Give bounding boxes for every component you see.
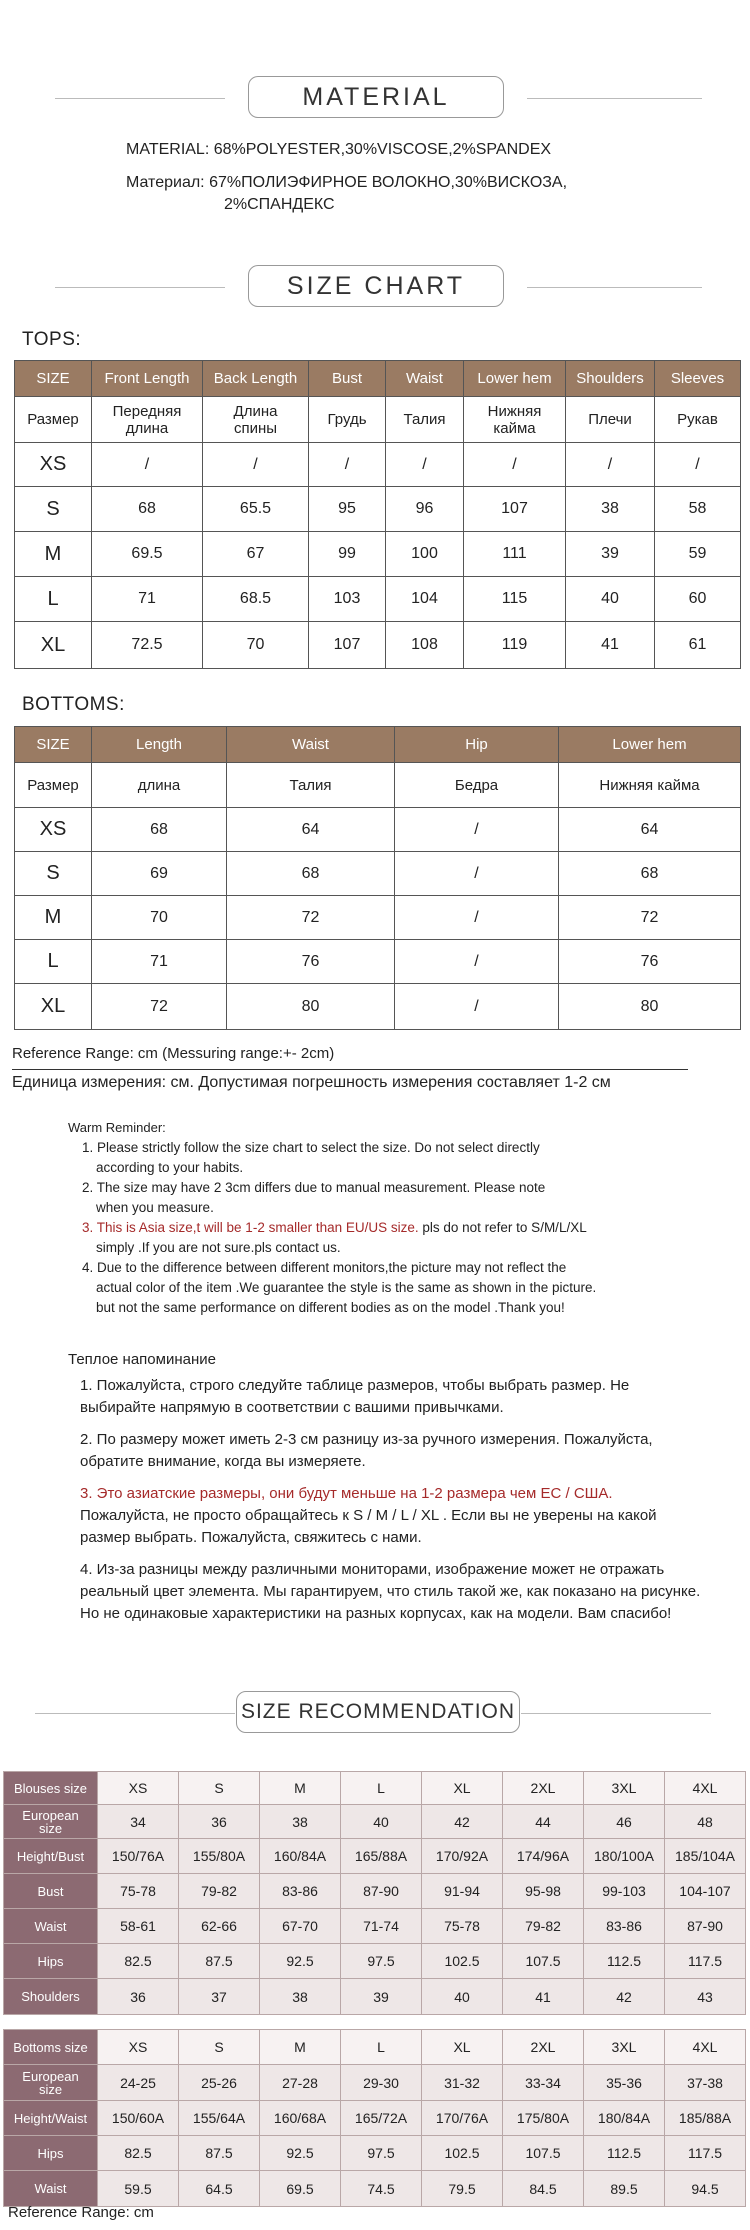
material-title-block (0, 76, 750, 122)
asia-size-warning: 3. This is Asia size,t will be 1-2 smaller than EU/US size. (82, 1220, 419, 1235)
table-cell: 41 (503, 1979, 584, 2015)
table-cell: / (566, 443, 655, 487)
tops-header-en (15, 361, 741, 397)
table-cell: 155/80A (179, 1839, 260, 1874)
row-label: Blouses size (4, 1772, 98, 1805)
size-chart-title: SIZE CHART (248, 265, 504, 307)
table-cell: 41 (566, 622, 655, 669)
table-cell: 36 (179, 1805, 260, 1839)
table-cell: / (92, 443, 203, 487)
table-cell: 175/80A (503, 2101, 584, 2136)
table-cell: 39 (341, 1979, 422, 2015)
table-cell: 117.5 (665, 2136, 746, 2171)
table-cell: 83-86 (260, 1874, 341, 1909)
table-cell: XS (98, 1772, 179, 1805)
table-cell: 87-90 (341, 1874, 422, 1909)
column-header-ru: Нижняя кайма (559, 763, 741, 808)
reminder-item-ru-1: 1. Пожалуйста, строго следуйте таблице размеров, чтобы выбрать размер. Не выбирайте напрямую в соответствии с вашими привычками. (80, 1377, 630, 1416)
table-cell: S (179, 1772, 260, 1805)
table-cell: XL (422, 2030, 503, 2065)
size-cell: XL (15, 984, 92, 1030)
table-cell: 64 (559, 808, 741, 852)
table-row (15, 940, 741, 984)
table-row (15, 532, 741, 577)
reminder-line: 4. Due to the difference between different monitors,the picture may not reflect the (82, 1260, 567, 1275)
table-cell: 71-74 (341, 1909, 422, 1944)
table-cell: 82.5 (98, 2136, 179, 2171)
size-recommendation-title: SIZE RECOMMENDATION (236, 1691, 520, 1733)
reminder-item-ru-2: 2. По размеру может иметь 2-3 см разницу из-за ручного измерения. Пожалуйста, обратите внимание, когда вы измеряете. (80, 1431, 653, 1470)
table-cell: 72.5 (92, 622, 203, 669)
table-cell: 42 (422, 1805, 503, 1839)
table-cell: 70 (203, 622, 309, 669)
size-chart-title-block (0, 265, 750, 311)
table-cell: 102.5 (422, 1944, 503, 1979)
table-cell: 39 (566, 532, 655, 577)
table-cell: 112.5 (584, 2136, 665, 2171)
table-row (15, 852, 741, 896)
table-cell: 165/88A (341, 1839, 422, 1874)
table-cell: 87.5 (179, 1944, 260, 1979)
table-cell: 74.5 (341, 2171, 422, 2207)
size-cell: XL (15, 622, 92, 669)
table-cell: 46 (584, 1805, 665, 1839)
table-cell: 68 (92, 487, 203, 532)
table-cell: 111 (464, 532, 566, 577)
table-cell: 65.5 (203, 487, 309, 532)
reminder-item-1 (68, 1138, 708, 1178)
reference-range-en: Reference Range: cm (Messuring range:+- 2cm) (12, 1045, 335, 1062)
reminder-item-2 (68, 1178, 708, 1218)
material-line-ru-2: 2%СПАНДЕКС (224, 196, 335, 213)
table-cell: 92.5 (260, 1944, 341, 1979)
table-cell: 79.5 (422, 2171, 503, 2207)
table-row (15, 443, 741, 487)
table-cell: 95 (309, 487, 386, 532)
reminder-item-4 (68, 1258, 708, 1318)
reminder-line: 1. Please strictly follow the size chart to select the size. Do not select directly (82, 1140, 540, 1155)
table-cell: 104-107 (665, 1874, 746, 1909)
column-header: Waist (386, 361, 464, 397)
size-cell: L (15, 577, 92, 622)
table-cell: 80 (559, 984, 741, 1030)
table-cell: 185/88A (665, 2101, 746, 2136)
table-cell: L (341, 2030, 422, 2065)
tops-label: TOPS: (22, 329, 82, 350)
reminder-line: actual color of the item .We guarantee the style is the same as shown in the picture. (96, 1280, 597, 1295)
table-cell: 25-26 (179, 2065, 260, 2101)
reminder-line: Пожалуйста, не просто обращайтесь к S / M / L / XL . Если вы не уверены на какой размер выбрать. Пожалуйста, свяжитесь с нами. (80, 1507, 657, 1546)
table-cell: 94.5 (665, 2171, 746, 2207)
table-cell: 72 (227, 896, 395, 940)
column-header-ru: длина (92, 763, 227, 808)
table-cell: 69.5 (260, 2171, 341, 2207)
reference-range-ru: Единица измерения: см. Допустимая погрешность измерения составляет 1-2 см (12, 1074, 611, 1091)
table-cell: 76 (559, 940, 741, 984)
table-cell: / (655, 443, 741, 487)
table-cell: 3XL (584, 1772, 665, 1805)
bottoms-header-en (15, 727, 741, 763)
column-header-ru: Талия (227, 763, 395, 808)
table-cell: 79-82 (179, 1874, 260, 1909)
column-header-ru: Размер (15, 397, 92, 443)
table-cell: 2XL (503, 1772, 584, 1805)
size-cell: S (15, 852, 92, 896)
table-cell: 174/96A (503, 1839, 584, 1874)
row-label: Bottoms size (4, 2030, 98, 2065)
size-cell: XS (15, 808, 92, 852)
row-label: Hips (4, 1944, 98, 1979)
column-header: SIZE (15, 727, 92, 763)
bottoms-table (14, 726, 741, 1030)
table-cell: / (309, 443, 386, 487)
table-cell: 170/76A (422, 2101, 503, 2136)
row-label: Waist (4, 2171, 98, 2207)
table-cell: 33-34 (503, 2065, 584, 2101)
table-cell: M (260, 2030, 341, 2065)
size-cell: XS (15, 443, 92, 487)
table-cell: 80 (227, 984, 395, 1030)
table-cell: 62-66 (179, 1909, 260, 1944)
table-row (4, 1805, 746, 1839)
table-cell: 71 (92, 577, 203, 622)
table-cell: XL (422, 1772, 503, 1805)
table-cell: 160/84A (260, 1839, 341, 1874)
table-cell: 59 (655, 532, 741, 577)
table-cell: 36 (98, 1979, 179, 2015)
table-row (4, 1874, 746, 1909)
table-cell: / (395, 808, 559, 852)
column-header-ru: Грудь (309, 397, 386, 443)
table-cell: / (395, 984, 559, 1030)
table-cell: 92.5 (260, 2136, 341, 2171)
table-row (4, 1909, 746, 1944)
table-cell: 58-61 (98, 1909, 179, 1944)
table-cell: 95-98 (503, 1874, 584, 1909)
table-cell: L (341, 1772, 422, 1805)
table-cell: 4XL (665, 1772, 746, 1805)
table-cell: S (179, 2030, 260, 2065)
table-cell: 34 (98, 1805, 179, 1839)
table-cell: XS (98, 2030, 179, 2065)
table-row (4, 2171, 746, 2207)
column-header-ru: Плечи (566, 397, 655, 443)
table-cell: 35-36 (584, 2065, 665, 2101)
table-cell: 38 (260, 1979, 341, 2015)
column-header-ru: Нижняя кайма (464, 397, 566, 443)
column-header-ru: Размер (15, 763, 92, 808)
reminder-item-3 (68, 1218, 708, 1258)
table-cell: 107.5 (503, 1944, 584, 1979)
table-cell: 59.5 (98, 2171, 179, 2207)
table-cell: 64 (227, 808, 395, 852)
table-cell: 29-30 (341, 2065, 422, 2101)
table-cell: 40 (341, 1805, 422, 1839)
table-row (4, 1839, 746, 1874)
table-cell: / (203, 443, 309, 487)
table-cell: 60 (655, 577, 741, 622)
table-row (15, 577, 741, 622)
table-cell: 84.5 (503, 2171, 584, 2207)
row-label: European size (4, 1805, 98, 1839)
table-cell: 108 (386, 622, 464, 669)
row-label: European size (4, 2065, 98, 2101)
table-cell: 155/64A (179, 2101, 260, 2136)
table-cell: / (395, 896, 559, 940)
table-cell: 37-38 (665, 2065, 746, 2101)
size-cell: S (15, 487, 92, 532)
column-header-ru: Длина спины (203, 397, 309, 443)
table-cell: 87-90 (665, 1909, 746, 1944)
divider (527, 98, 702, 99)
table-cell: / (395, 852, 559, 896)
table-cell: 100 (386, 532, 464, 577)
table-row (4, 2065, 746, 2101)
reminder-line: when you measure. (96, 1200, 214, 1215)
table-cell: / (395, 940, 559, 984)
table-cell: 89.5 (584, 2171, 665, 2207)
table-cell: 71 (92, 940, 227, 984)
table-cell: 69 (92, 852, 227, 896)
column-header-ru: Бедра (395, 763, 559, 808)
table-cell: 112.5 (584, 1944, 665, 1979)
table-cell: 72 (92, 984, 227, 1030)
divider (55, 287, 225, 288)
table-row (15, 487, 741, 532)
size-cell: L (15, 940, 92, 984)
column-header-ru: Передняя длина (92, 397, 203, 443)
divider (55, 98, 225, 99)
table-row (15, 896, 741, 940)
column-header: Lower hem (559, 727, 741, 763)
tops-header-ru (15, 397, 741, 443)
table-cell: 102.5 (422, 2136, 503, 2171)
table-cell: 103 (309, 577, 386, 622)
column-header: Lower hem (464, 361, 566, 397)
table-cell: 75-78 (422, 1909, 503, 1944)
table-row (4, 1772, 746, 1805)
table-cell: 40 (422, 1979, 503, 2015)
table-cell: 64.5 (179, 2171, 260, 2207)
reference-range-cm: Reference Range: cm (8, 2204, 154, 2221)
table-cell: 115 (464, 577, 566, 622)
table-cell: 38 (566, 487, 655, 532)
table-cell: 58 (655, 487, 741, 532)
table-cell: 68.5 (203, 577, 309, 622)
column-header: Back Length (203, 361, 309, 397)
table-cell: 107 (309, 622, 386, 669)
table-cell: 76 (227, 940, 395, 984)
column-header-ru: Рукав (655, 397, 741, 443)
reminder-item-ru-3 (68, 1483, 708, 1549)
table-cell: 27-28 (260, 2065, 341, 2101)
table-cell: M (260, 1772, 341, 1805)
reminder-line: according to your habits. (96, 1160, 244, 1175)
table-cell: 44 (503, 1805, 584, 1839)
reminder-line: pls do not refer to S/M/L/XL (418, 1220, 587, 1235)
column-header-ru: Талия (386, 397, 464, 443)
divider (527, 287, 702, 288)
divider (12, 1069, 688, 1070)
column-header: Front Length (92, 361, 203, 397)
row-label: Waist (4, 1909, 98, 1944)
table-cell: 31-32 (422, 2065, 503, 2101)
table-cell: 96 (386, 487, 464, 532)
table-cell: 61 (655, 622, 741, 669)
reminder-item-ru-4: 4. Из-за разницы между различными мониторами, изображение может не отражать реальный цвет элемента. Мы гарантируем, что стиль такой же, как показано на рисунке. Но не одинаковые характеристики на разных корпусах, как на модели. Вам спасибо! (80, 1561, 701, 1622)
table-cell: 43 (665, 1979, 746, 2015)
table-cell: 117.5 (665, 1944, 746, 1979)
table-row (4, 2101, 746, 2136)
column-header: Bust (309, 361, 386, 397)
row-label: Hips (4, 2136, 98, 2171)
bottoms-label: BOTTOMS: (22, 694, 125, 715)
table-cell: 79-82 (503, 1909, 584, 1944)
size-cell: M (15, 532, 92, 577)
reminder-line: simply .If you are not sure.pls contact us. (96, 1240, 341, 1255)
table-cell: 97.5 (341, 1944, 422, 1979)
warm-reminder-en (68, 1118, 708, 1318)
table-cell: 150/60A (98, 2101, 179, 2136)
table-cell: 180/84A (584, 2101, 665, 2136)
table-cell: 67-70 (260, 1909, 341, 1944)
table-cell: / (386, 443, 464, 487)
table-cell: 107.5 (503, 2136, 584, 2171)
table-cell: 150/76A (98, 1839, 179, 1874)
material-line-ru: Материал: 67%ПОЛИЭФИРНОЕ ВОЛОКНО,30%ВИСКОЗА, (126, 174, 568, 191)
column-header: SIZE (15, 361, 92, 397)
table-row (4, 2030, 746, 2065)
table-row (4, 1944, 746, 1979)
size-recommendation-title-block (0, 1691, 750, 1737)
table-row (4, 1979, 746, 2015)
table-cell: 97.5 (341, 2136, 422, 2171)
warm-reminder-ru (68, 1349, 708, 1635)
table-cell: 99 (309, 532, 386, 577)
table-cell: 91-94 (422, 1874, 503, 1909)
column-header: Sleeves (655, 361, 741, 397)
blouses-size-table (3, 1771, 746, 2015)
table-row (4, 2136, 746, 2171)
row-label: Height/Waist (4, 2101, 98, 2136)
table-cell: 72 (559, 896, 741, 940)
table-cell: 70 (92, 896, 227, 940)
table-cell: 87.5 (179, 2136, 260, 2171)
table-cell: 24-25 (98, 2065, 179, 2101)
size-cell: M (15, 896, 92, 940)
reminder-title: Warm Reminder: (68, 1120, 166, 1135)
table-cell: 75-78 (98, 1874, 179, 1909)
table-row (15, 622, 741, 669)
table-cell: 37 (179, 1979, 260, 2015)
tops-table (14, 360, 741, 669)
column-header: Shoulders (566, 361, 655, 397)
table-cell: 82.5 (98, 1944, 179, 1979)
table-cell: 160/68A (260, 2101, 341, 2136)
divider (521, 1713, 711, 1714)
row-label: Shoulders (4, 1979, 98, 2015)
column-header: Hip (395, 727, 559, 763)
table-cell: 67 (203, 532, 309, 577)
table-cell: 4XL (665, 2030, 746, 2065)
reminder-line: 2. The size may have 2 3cm differs due to manual measurement. Please note (82, 1180, 546, 1195)
table-cell: 42 (584, 1979, 665, 2015)
table-cell: 83-86 (584, 1909, 665, 1944)
table-cell: 104 (386, 577, 464, 622)
table-cell: 68 (227, 852, 395, 896)
table-row (15, 984, 741, 1030)
bottoms-size-table (3, 2029, 746, 2207)
table-cell: 185/104A (665, 1839, 746, 1874)
reminder-line: but not the same performance on different bodies as on the model .Thank you! (96, 1300, 565, 1315)
table-cell: 119 (464, 622, 566, 669)
table-cell: / (464, 443, 566, 487)
table-cell: 40 (566, 577, 655, 622)
table-cell: 68 (92, 808, 227, 852)
table-cell: 99-103 (584, 1874, 665, 1909)
table-cell: 170/92A (422, 1839, 503, 1874)
table-cell: 69.5 (92, 532, 203, 577)
table-cell: 107 (464, 487, 566, 532)
table-cell: 2XL (503, 2030, 584, 2065)
table-cell: 180/100A (584, 1839, 665, 1874)
material-line-en: MATERIAL: 68%POLYESTER,30%VISCOSE,2%SPANDEX (126, 141, 552, 158)
row-label: Height/Bust (4, 1839, 98, 1874)
asia-size-warning-ru: 3. Это азиатские размеры, они будут меньше на 1-2 размера чем EC / США. (80, 1485, 613, 1502)
table-cell: 165/72A (341, 2101, 422, 2136)
table-cell: 48 (665, 1805, 746, 1839)
row-label: Bust (4, 1874, 98, 1909)
table-cell: 3XL (584, 2030, 665, 2065)
column-header: Length (92, 727, 227, 763)
divider (35, 1713, 235, 1714)
material-title: MATERIAL (248, 76, 504, 118)
table-cell: 38 (260, 1805, 341, 1839)
reminder-title-ru: Теплое напоминание (68, 1351, 216, 1368)
table-row (15, 808, 741, 852)
column-header: Waist (227, 727, 395, 763)
table-cell: 68 (559, 852, 741, 896)
bottoms-header-ru (15, 763, 741, 808)
